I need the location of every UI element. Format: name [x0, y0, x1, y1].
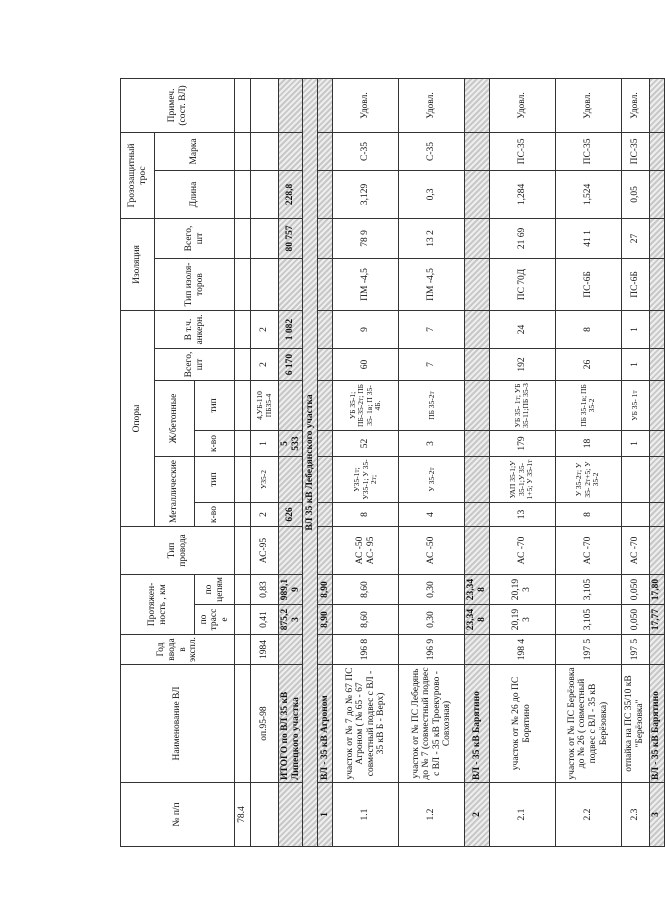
- concrete-count: 3: [399, 431, 465, 457]
- wire-type: АС -70: [489, 527, 555, 575]
- header-num: № п/п: [121, 783, 235, 847]
- concrete-count: 18: [555, 431, 621, 457]
- insulator-total: 21 69: [489, 218, 555, 258]
- line-condition: Удовл.: [399, 78, 465, 132]
- empty-cell: [279, 635, 303, 665]
- empty-cell: [465, 527, 489, 575]
- header-insulation: Изоляция: [121, 218, 155, 310]
- ground-wire-length: 3,129: [333, 170, 399, 218]
- header-concrete-type: тип: [195, 381, 235, 431]
- header-wire: Тип провода: [121, 527, 235, 575]
- header-ins-type: Тип изоляторов: [155, 258, 235, 310]
- supports-total: 1: [621, 349, 649, 381]
- ground-wire-length: 1,524: [555, 170, 621, 218]
- supports-anchor: 24: [489, 310, 555, 348]
- group-num: 1: [318, 783, 333, 847]
- header-metal: Металлические: [155, 457, 195, 527]
- wire-type: АС-95: [251, 527, 279, 575]
- metal-count: 8: [555, 503, 621, 527]
- empty-cell: [465, 457, 489, 503]
- header-ground-wire: Грозозащитный трос: [121, 132, 155, 218]
- empty-cell: [279, 527, 303, 575]
- empty-cell: [279, 457, 303, 503]
- empty-cell: [235, 605, 251, 635]
- table-row: [333, 78, 399, 846]
- empty-cell: [465, 349, 489, 381]
- line-name: участок от № 26 до ПС Борятино: [489, 665, 555, 783]
- empty-cell: [279, 783, 303, 847]
- supports-total: 192: [489, 349, 555, 381]
- concrete-type: 4,УБ-110 ПБ35-4: [251, 381, 279, 431]
- ground-wire-brand: С-35: [333, 132, 399, 170]
- length-route: 0,41: [251, 605, 279, 635]
- empty-cell: [235, 503, 251, 527]
- row-num: 2.1: [489, 783, 555, 847]
- wire-type: АС -50 АС- 95: [333, 527, 399, 575]
- row-num: 1.2: [399, 783, 465, 847]
- empty-cell: [649, 78, 664, 132]
- group-num: 3: [649, 783, 664, 847]
- insulator-type: ПС-6Б: [555, 258, 621, 310]
- length-circuit: 20,193: [489, 575, 555, 605]
- row-num: [251, 783, 279, 847]
- total-label: ИТОГО по ВЛ 35 кВ Липецкого участка: [279, 665, 303, 783]
- empty-cell: [465, 170, 489, 218]
- insulator-type: ПМ -4,5: [399, 258, 465, 310]
- table-row: [251, 78, 279, 846]
- line-condition: Удовл.: [489, 78, 555, 132]
- concrete-count: 1: [251, 431, 279, 457]
- header-length-circuit: по цепям: [195, 575, 235, 605]
- year-commissioned: 198 4: [489, 635, 555, 665]
- empty-cell: [318, 381, 333, 431]
- metal-count: 2: [251, 503, 279, 527]
- length-route: 20,193: [489, 605, 555, 635]
- table-row: [555, 78, 621, 846]
- empty-cell: [318, 170, 333, 218]
- header-anchor: В т.ч. анкерн.: [155, 310, 235, 348]
- header-supports: Опоры: [121, 310, 155, 526]
- table-row: [649, 78, 664, 846]
- length-route: 0,30: [399, 605, 465, 635]
- ground-wire-brand: [251, 132, 279, 170]
- empty-cell: [465, 78, 489, 132]
- table-row: [621, 78, 649, 846]
- group-name: ВЛ - 35 кВ Барятино: [465, 665, 489, 783]
- total-route: 875,23: [279, 605, 303, 635]
- table-row: [318, 78, 333, 846]
- empty-cell: [318, 503, 333, 527]
- empty-cell: [279, 78, 303, 132]
- supports-anchor: 1: [621, 310, 649, 348]
- concrete-type: ПБ 35-1в; ПБ 35-2: [555, 381, 621, 431]
- empty-cell: [465, 132, 489, 170]
- empty-cell: [649, 635, 664, 665]
- empty-cell: [465, 258, 489, 310]
- supports-total: 2: [251, 349, 279, 381]
- metal-type: УАП 35-1;У 35-1;У 35-1+5; У 35-1т: [489, 457, 555, 503]
- supports-anchor: 2: [251, 310, 279, 348]
- group-circuit: 8,90: [318, 575, 333, 605]
- metal-type: У35-1т; У35-1; У 35-2т;: [333, 457, 399, 503]
- power-lines-table: [120, 78, 665, 847]
- year-commissioned: 196 9: [399, 635, 465, 665]
- header-length: Протяженность , км: [121, 575, 195, 635]
- ground-wire-brand: ПС-35: [489, 132, 555, 170]
- empty-cell: [649, 503, 664, 527]
- empty-cell: [465, 218, 489, 258]
- insulator-total: 78 9: [333, 218, 399, 258]
- section-title: ВЛ 35 кВ Лебедянского участка: [303, 78, 318, 846]
- concrete-count: 179: [489, 431, 555, 457]
- empty-cell: [465, 431, 489, 457]
- table-row: [235, 78, 251, 846]
- ground-wire-length: [251, 170, 279, 218]
- concrete-count: 52: [333, 431, 399, 457]
- ground-wire-length: 0,05: [621, 170, 649, 218]
- line-condition: Удовл.: [333, 78, 399, 132]
- year-commissioned: 197 5: [621, 635, 649, 665]
- empty-cell: [279, 258, 303, 310]
- empty-cell: [649, 170, 664, 218]
- supports-total: 60: [333, 349, 399, 381]
- table-body: [235, 78, 665, 846]
- empty-cell: [235, 170, 251, 218]
- empty-cell: [318, 132, 333, 170]
- row-num: 1.1: [333, 783, 399, 847]
- line-name: участок от № ПС Лебедянь до № 7 (совместный подвес с ВЛ - 35 кВ Троекурово - Совхозная): [399, 665, 465, 783]
- empty-cell: [649, 310, 664, 348]
- empty-cell: [649, 527, 664, 575]
- line-condition: Удовл.: [621, 78, 649, 132]
- metal-type: У35-2: [251, 457, 279, 503]
- concrete-type: УБ 35- 1т; УБ 35-11;ПБ 35-3: [489, 381, 555, 431]
- table-header: [121, 78, 235, 846]
- insulator-total: 13 2: [399, 218, 465, 258]
- empty-cell: [279, 132, 303, 170]
- metal-count: 4: [399, 503, 465, 527]
- header-name: Наименование ВЛ: [121, 665, 235, 783]
- length-circuit: 0,83: [251, 575, 279, 605]
- year-commissioned: 196 8: [333, 635, 399, 665]
- total-gw-length: 228,8: [279, 170, 303, 218]
- wire-type: АС -50: [399, 527, 465, 575]
- table-row: [489, 78, 555, 846]
- length-circuit: 0,050: [621, 575, 649, 605]
- line-condition: Удовл.: [555, 78, 621, 132]
- empty-cell: [235, 665, 251, 783]
- insulator-type: ПС-6Б: [621, 258, 649, 310]
- header-concrete-count: к-во: [195, 431, 235, 457]
- empty-cell: [318, 527, 333, 575]
- empty-cell: [235, 431, 251, 457]
- empty-cell: [235, 218, 251, 258]
- header-note: Примеч. (сост. ВЛ): [121, 78, 235, 132]
- empty-cell: [235, 635, 251, 665]
- empty-cell: [649, 258, 664, 310]
- header-length-route: по трассе: [195, 605, 235, 635]
- row-num: 2.3: [621, 783, 649, 847]
- empty-cell: [235, 78, 251, 132]
- length-circuit: 3,105: [555, 575, 621, 605]
- metal-count: 8: [333, 503, 399, 527]
- total-metal-count: 626: [279, 503, 303, 527]
- group-circuit: 23,348: [465, 575, 489, 605]
- group-route: 8,90: [318, 605, 333, 635]
- length-route: 3,105: [555, 605, 621, 635]
- group-name: ВЛ - 35 кВ Барятино: [649, 665, 664, 783]
- empty-cell: [235, 527, 251, 575]
- empty-cell: [318, 78, 333, 132]
- empty-cell: [465, 310, 489, 348]
- total-concrete-count: 5 533: [279, 431, 303, 457]
- group-circuit: 17,80: [649, 575, 664, 605]
- line-name: оп.95-98: [251, 665, 279, 783]
- empty-cell: [465, 635, 489, 665]
- group-route: 23,348: [465, 605, 489, 635]
- row-num: 2.2: [555, 783, 621, 847]
- empty-cell: [318, 431, 333, 457]
- insulator-total: [251, 218, 279, 258]
- empty-cell: [318, 349, 333, 381]
- empty-cell: [235, 457, 251, 503]
- empty-cell: [649, 381, 664, 431]
- length-route: 8,60: [333, 605, 399, 635]
- empty-cell: [649, 457, 664, 503]
- row-num: 78.4: [235, 783, 251, 847]
- ground-wire-length: 1,284: [489, 170, 555, 218]
- total-anchor: 1 082: [279, 310, 303, 348]
- length-circuit: 8,60: [333, 575, 399, 605]
- empty-cell: [465, 381, 489, 431]
- insulator-total: 27: [621, 218, 649, 258]
- wire-type: АС -70: [555, 527, 621, 575]
- empty-cell: [318, 310, 333, 348]
- empty-cell: [235, 310, 251, 348]
- concrete-type: УБ 35- 1т: [621, 381, 649, 431]
- length-circuit: 0,30: [399, 575, 465, 605]
- wire-type: АС -70: [621, 527, 649, 575]
- ground-wire-brand: ПС-35: [621, 132, 649, 170]
- year-commissioned: 197 5: [555, 635, 621, 665]
- empty-cell: [235, 132, 251, 170]
- concrete-type: УБ 35-1; ПБ-35-2т; ПБ 35- 1в; П 35- 4Б.: [333, 381, 399, 431]
- metal-type: У 35-2т: [399, 457, 465, 503]
- length-route: 0,050: [621, 605, 649, 635]
- table-row: [279, 78, 303, 846]
- total-insulators: 80 757: [279, 218, 303, 258]
- empty-cell: [279, 381, 303, 431]
- empty-cell: [649, 431, 664, 457]
- group-route: 17,77: [649, 605, 664, 635]
- empty-cell: [649, 218, 664, 258]
- group-name: ВЛ - 35 кВ Агроном: [318, 665, 333, 783]
- line-name: участок от № ПС Берёзовка до № 26 ( совместный подвес с ВЛ - 35 кВ Берёзовка): [555, 665, 621, 783]
- empty-cell: [649, 349, 664, 381]
- concrete-count: 1: [621, 431, 649, 457]
- group-num: 2: [465, 783, 489, 847]
- header-concrete: Ж/бетонные: [155, 381, 195, 457]
- empty-cell: [465, 503, 489, 527]
- insulator-total: 41 1: [555, 218, 621, 258]
- empty-cell: [318, 218, 333, 258]
- header-gw-length: Длина: [155, 170, 235, 218]
- year-commissioned: 1984: [251, 635, 279, 665]
- insulator-type: ПС 70Д: [489, 258, 555, 310]
- supports-anchor: 8: [555, 310, 621, 348]
- insulator-type: [251, 258, 279, 310]
- header-total: Всего, шт: [155, 349, 235, 381]
- line-condition: [251, 78, 279, 132]
- metal-type: У 35-2т; У 35- 2т+5; У 35-2: [555, 457, 621, 503]
- concrete-type: ПБ 35-2т: [399, 381, 465, 431]
- empty-cell: [318, 258, 333, 310]
- supports-anchor: 7: [399, 310, 465, 348]
- table-row: [399, 78, 465, 846]
- supports-anchor: 9: [333, 310, 399, 348]
- line-name: участок от № 7 до № 67 ПС Агроном ( № 65 - 67 совместный подвес с ВЛ - 35 кВ Б - Верх): [333, 665, 399, 783]
- ground-wire-length: 0,3: [399, 170, 465, 218]
- table-row: [303, 78, 318, 846]
- supports-total: 7: [399, 349, 465, 381]
- metal-count: 13: [489, 503, 555, 527]
- metal-count: [621, 503, 649, 527]
- insulator-type: ПМ -4,5: [333, 258, 399, 310]
- header-year: Год ввода в экспл.: [121, 635, 235, 665]
- empty-cell: [235, 258, 251, 310]
- empty-cell: [235, 381, 251, 431]
- empty-cell: [318, 457, 333, 503]
- ground-wire-brand: С-35: [399, 132, 465, 170]
- header-metal-count: к-во: [195, 503, 235, 527]
- header-metal-type: тип: [195, 457, 235, 503]
- empty-cell: [318, 635, 333, 665]
- empty-cell: [235, 349, 251, 381]
- empty-cell: [235, 575, 251, 605]
- header-gw-brand: Марка: [155, 132, 235, 170]
- table-row: [465, 78, 489, 846]
- metal-type: [621, 457, 649, 503]
- supports-total: 26: [555, 349, 621, 381]
- header-ins-total: Всего, шт: [155, 218, 235, 258]
- total-circuit: 989,19: [279, 575, 303, 605]
- line-name: отпайка на ПС 35/10 кВ "Берёзовка": [621, 665, 649, 783]
- empty-cell: [649, 132, 664, 170]
- ground-wire-brand: ПС-35: [555, 132, 621, 170]
- total-supports: 6 170: [279, 349, 303, 381]
